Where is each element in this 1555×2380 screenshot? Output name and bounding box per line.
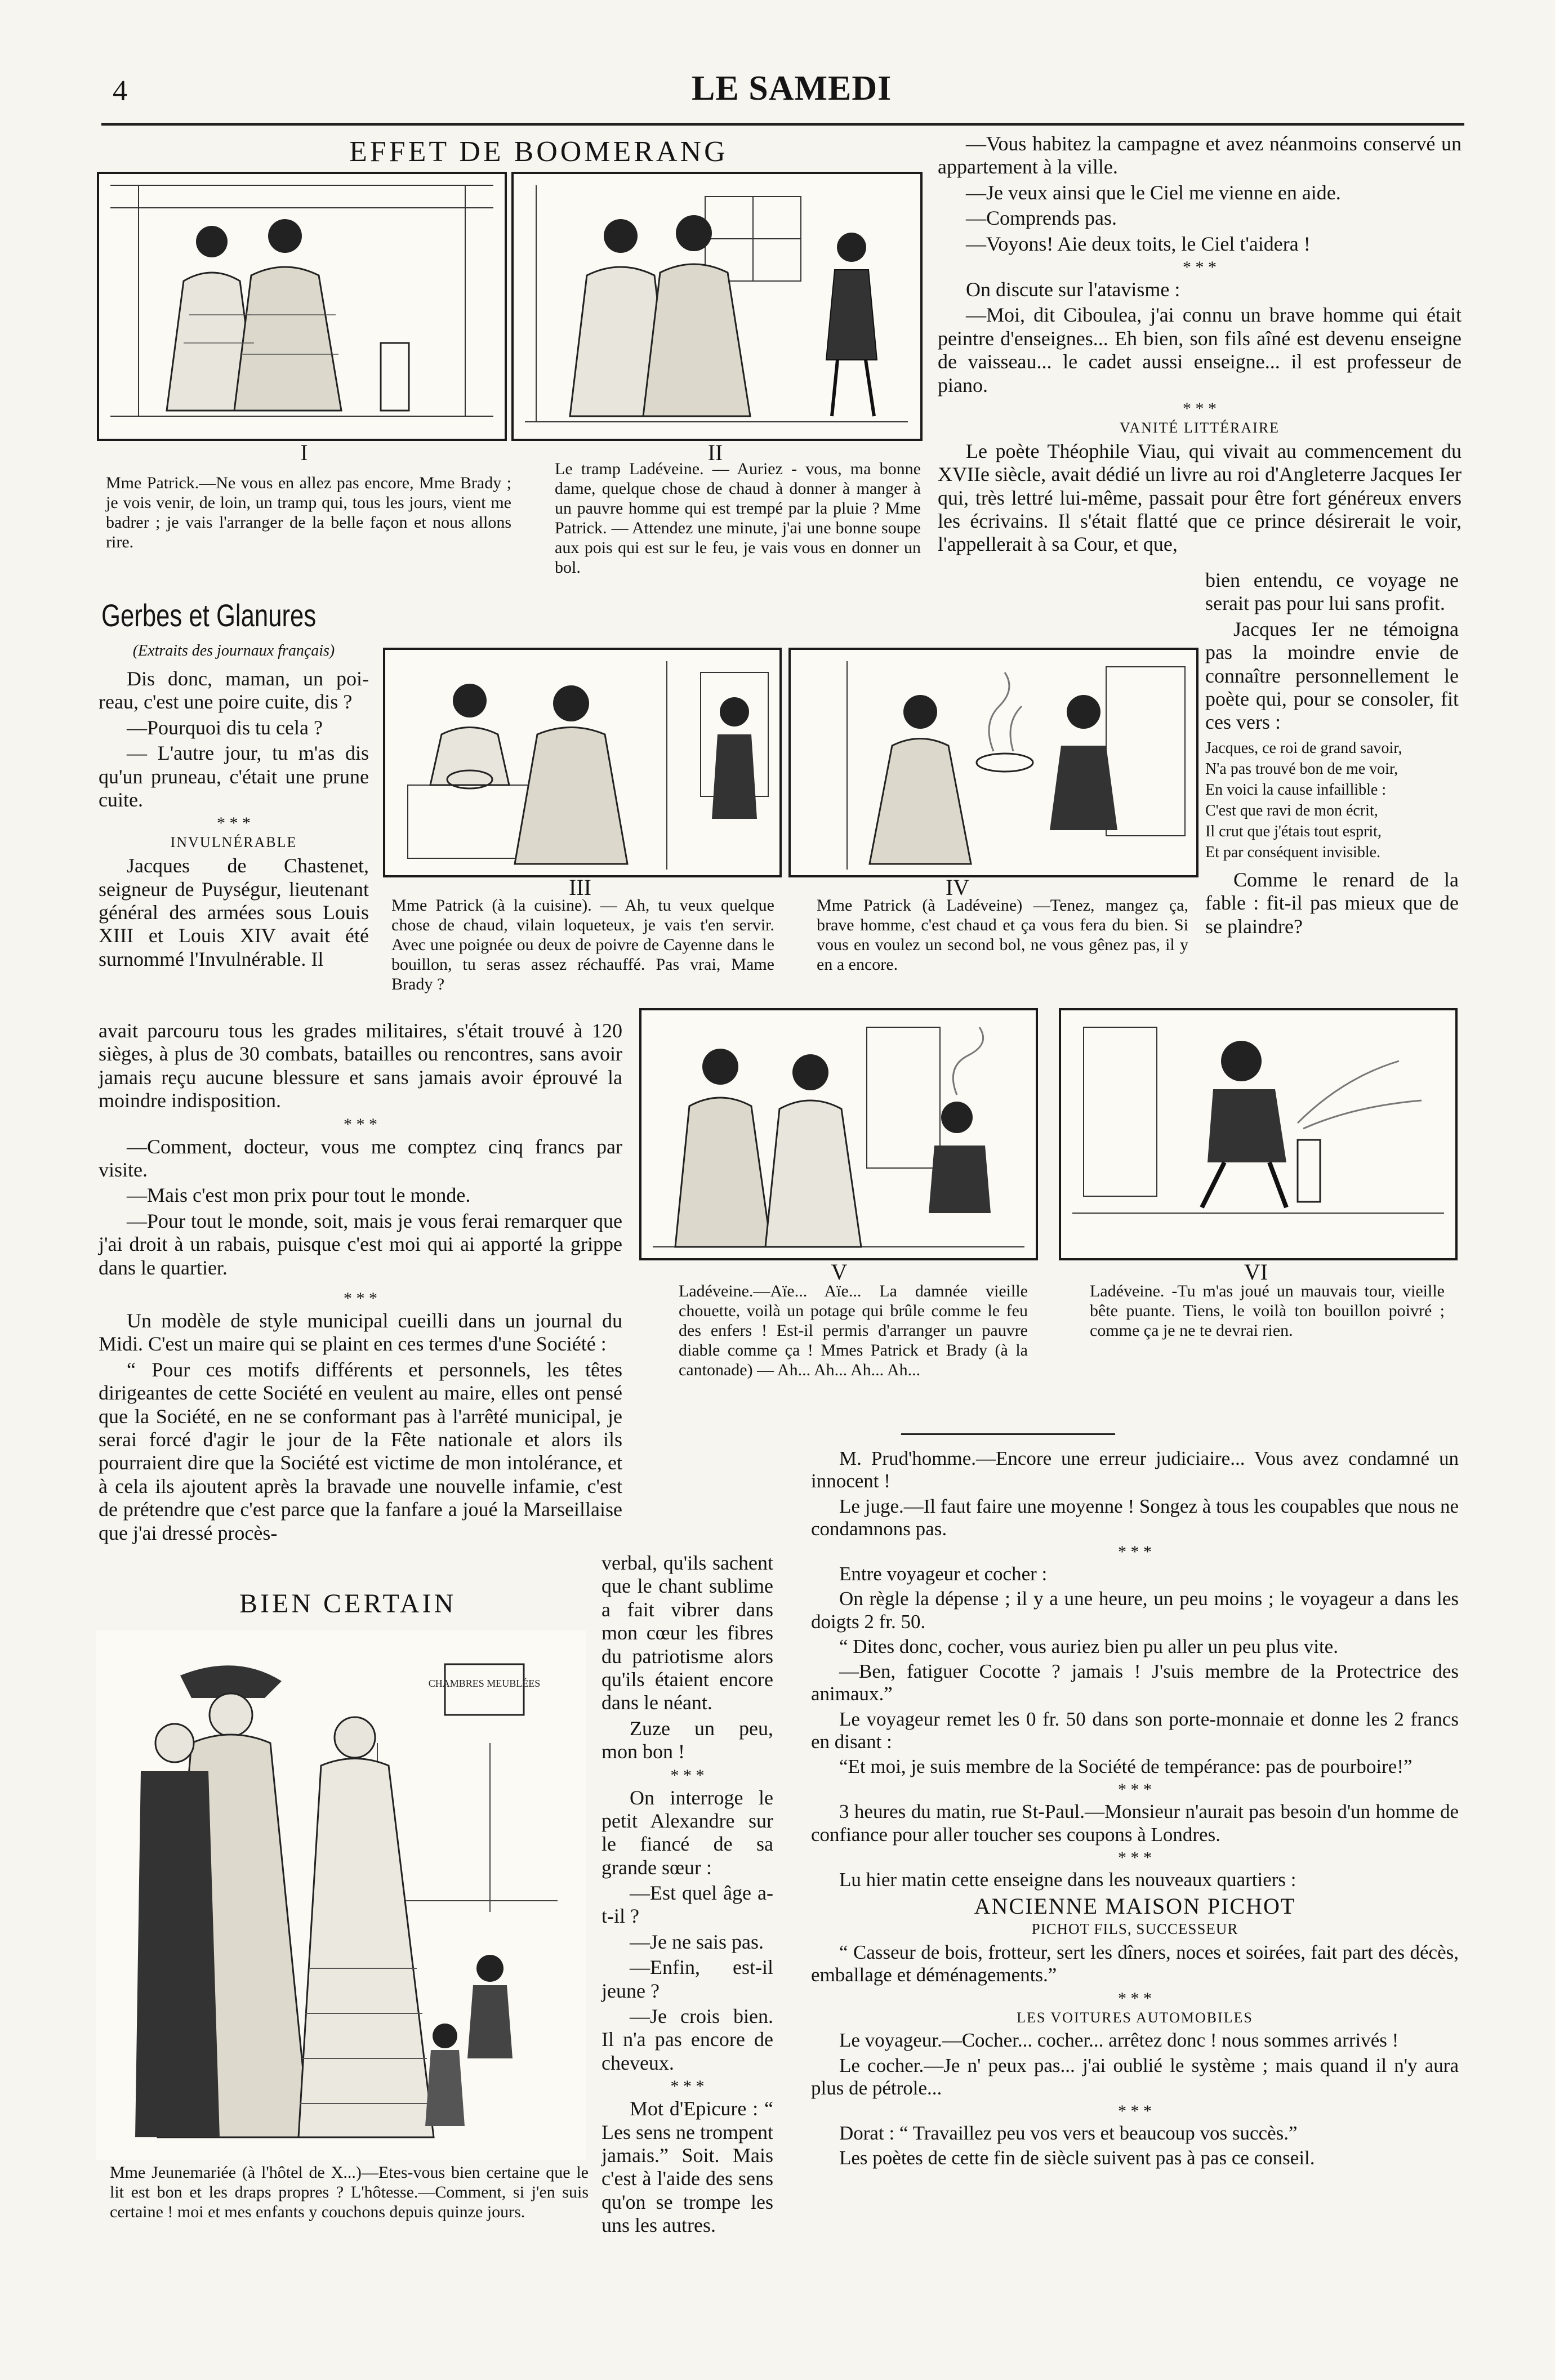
- enseigne-line-2: PICHOT FILS, SUCCESSEUR: [1031, 1920, 1238, 1937]
- panel-2-illustration: [514, 174, 920, 439]
- verse-line: En voici la cause infaillible :: [1205, 781, 1387, 799]
- cocher-1: Entre voyageur et cocher :: [839, 1563, 1048, 1585]
- panel-1-illustration: [99, 174, 505, 439]
- separator-stars: * * *: [1183, 399, 1217, 418]
- separator-stars: * * *: [1118, 2102, 1152, 2121]
- right-column-top: [938, 132, 1462, 559]
- doctor-line-2: —Mais c'est mon prix pour tout le monde.: [127, 1184, 471, 1207]
- right-para-3: —Comprends pas.: [966, 207, 1117, 230]
- comic-title: EFFET DE BOOMERANG: [349, 136, 728, 168]
- journal-title: LE SAMEDI: [692, 69, 892, 108]
- style-signoff: Zuze un peu, mon bon !: [601, 1717, 773, 1763]
- right-para-5: On discute sur l'atavisme :: [966, 278, 1180, 301]
- separator-stars: * * *: [1118, 1989, 1152, 2008]
- vanite-heading: VANITÉ LITTÉRAIRE: [1119, 419, 1280, 436]
- doctor-line-1: —Comment, docteur, vous me comptez cinq francs par visite.: [99, 1135, 622, 1181]
- panel-3-caption: Mme Patrick (à la cuisine). — Ah, tu veux quelque chose de chaud, vilain loqueteux, je vais t'en servir. Avec une poignée ou deux de poivre de Cayenne dans le bouillon, tu seras assez réchauffé. Pas vrai, Mame Brady ?: [391, 896, 774, 994]
- automobiles-1: Le voyageur.—Cocher... cocher... arrêtez donc ! nous sommes arrivés !: [839, 2029, 1399, 2052]
- right-column-narrow: [1205, 569, 1459, 941]
- separator-stars: * * *: [1118, 1848, 1152, 1867]
- gerbes-subtitle: (Extraits des journaux français): [132, 642, 335, 659]
- panel-2-caption: Le tramp Ladéveine. — Auriez - vous, ma bonne dame, quelque chose de chaud à donner à manger à un pauvre homme qui est trempé par la pluie ? Mme Patrick. — Attendez une minute, j'ai une bonne soupe aux pois qui est sur le feu, je vais vous en donner un bol.: [555, 460, 921, 577]
- jacques-text: Jacques Ier ne témoigna pas la moindre envie de connaître personnellement le poète qui, pour se consoler, fit ces vers :: [1205, 617, 1459, 734]
- cocher-3: “ Dites donc, cocher, vous auriez bien pu aller un peu plus vite.: [839, 1635, 1338, 1657]
- comic-panel-2: [511, 172, 923, 441]
- verse-line: Et par conséquent invisible.: [1205, 843, 1381, 861]
- cocher-5: Le voyageur remet les 0 fr. 50 dans son porte-monnaie et donne les 2 francs en disant :: [811, 1708, 1459, 1753]
- enseigne-text: “ Casseur de bois, frotteur, sert les dîners, noces et soirées, fait part des décès, emballage et déménagements.”: [811, 1941, 1459, 1986]
- verse-line: C'est que ravi de mon écrit,: [1205, 801, 1378, 819]
- gerbes-column-top: [99, 667, 369, 973]
- automobiles-heading: LES VOITURES AUTOMOBILES: [1017, 2009, 1253, 2026]
- gerbes-title: Gerbes et Glanures: [101, 598, 317, 633]
- panel-3-numeral: III: [569, 875, 591, 900]
- panel-3-illustration: [385, 650, 779, 875]
- panel-4-numeral: IV: [945, 875, 970, 900]
- style-quote: “ Pour ces motifs différents et personnels, les têtes dirigeantes de cette Société en veulent au maire, elles ont pensé que la Société, en ne se conformant pas à l'arrêté municipal, je serai forcé d'agir le jour de la Fête nationale et alors ils pourraient dire que la Société est victime de mon intolérance, et à cela ils ajoutent après la bravade une nouvelle infamie, c'est de prétendre que c'est parce que la fanfare a joué la Marseillaise que j'ai dressé procès-: [99, 1358, 622, 1544]
- page-number: 4: [113, 75, 127, 107]
- panel-5-caption: Ladéveine.—Aïe... Aïe... La damnée vieille chouette, voilà un potage qui brûle comme le feu des enfers ! Est-il permis d'arranger un pauvre diable comme ça ! Mmes Patrick et Brady (à la cantonade) — Ah... Ah... Ah... Ah...: [679, 1282, 1028, 1380]
- dorat-2: Les poètes de cette fin de siècle suivent pas à pas ce conseil.: [839, 2147, 1315, 2169]
- panel-1-numeral: I: [300, 440, 308, 465]
- separator-stars: * * *: [670, 2077, 705, 2096]
- municipal-style-text: [99, 1287, 622, 1547]
- vanite-text: Le poète Théophile Viau, qui vivait au commencement du XVIIe siècle, avait dédié un livre au roi d'Angleterre Jacques Ier qui, très lettré lui-même, passait pour être fort généreux envers les écrivains. Il s'était flatté que ce prince désirerait le voir, l'appellerait à sa Cour, et que,: [938, 439, 1462, 556]
- separator-stars: * * *: [217, 814, 251, 833]
- alexandre-1: On interroge le petit Alexandre sur le fiancé de sa grande sœur :: [601, 1786, 773, 1879]
- alexandre-2: —Est quel âge a-t-il ?: [601, 1882, 773, 1928]
- gerbes-para-2: —Pourquoi dis tu cela ?: [127, 716, 323, 739]
- invulnerable-text-rest: avait parcouru tous les grades militaires, s'était trouvé à 120 sièges, à plus de 30 combats, batailles ou rencontres, sans avoir jamais reçu aucune blessure et sans jamais avoir éprouvé la moindre indisposition.: [99, 1019, 622, 1112]
- bottom-right-column: [811, 1447, 1459, 2172]
- right-para-1: —Vous habitez la campagne et avez néanmoins conservé un appartement à la ville.: [938, 132, 1462, 179]
- alexandre-5: —Je crois bien. Il n'a pas encore de cheveux.: [601, 2005, 773, 2074]
- vanite-text-end: bien entendu, ce voyage ne serait pas pour lui sans profit.: [1205, 569, 1459, 615]
- panel-2-numeral: II: [707, 440, 723, 465]
- panel-5-illustration: [641, 1010, 1036, 1258]
- invulnerable-text-start: Jacques de Chastenet, seigneur de Puységur, lieutenant général des armées sous Louis XIII et Louis XIV avait été surnommé l'Invulnérable. Il: [99, 854, 369, 970]
- separator-stars: * * *: [1118, 1543, 1152, 1561]
- cocher-6: “Et moi, je suis membre de la Société de tempérance: pas de pourboire!”: [839, 1755, 1413, 1777]
- doctor-line-3: —Pour tout le monde, soit, mais je vous ferai remarquer que j'ai droit à un rabais, puisque c'est moi qui ai apporté la grippe dans le quartier.: [99, 1209, 622, 1279]
- dorat-1: Dorat : “ Travaillez peu vos vers et beaucoup vos succès.”: [839, 2122, 1298, 2145]
- panel-5-numeral: V: [831, 1259, 848, 1285]
- renard-text: Comme le renard de la fable : fit-il pas mieux que de se plaindre?: [1205, 868, 1459, 938]
- panel-6-numeral: VI: [1244, 1259, 1268, 1285]
- separator-stars: * * *: [1118, 1780, 1152, 1799]
- alexandre-3: —Je ne sais pas.: [630, 1930, 764, 1953]
- juge-text: Le juge.—Il faut faire une moyenne ! Songez à tous les coupables que nous ne condamnons pas.: [811, 1495, 1459, 1540]
- style-intro: Un modèle de style municipal cueilli dans un journal du Midi. C'est un maire qui se plaint en ces termes d'une Société :: [99, 1309, 622, 1356]
- verse-line: N'a pas trouvé bon de me voir,: [1205, 760, 1398, 778]
- gerbes-para-3: — L'autre jour, tu m'as dis qu'un pruneau, c'était une prune cuite.: [99, 742, 369, 811]
- invulnerable-heading: INVULNÉRABLE: [170, 834, 297, 851]
- panel-1-caption: Mme Patrick.—Ne vous en allez pas encore, Mme Brady ; je vois venir, de loin, un tramp qui, tous les jours, vient me badrer ; je vais l'arranger de la belle façon et nous allons rire.: [106, 474, 511, 552]
- alexandre-4: —Enfin, est-il jeune ?: [601, 1956, 773, 2002]
- bien-certain-illustration: [96, 1630, 586, 2160]
- bien-certain-caption: Mme Jeunemariée (à l'hôtel de X...)—Etes-vous bien certaine que le lit est bon et les draps propres ? L'hôtesse.—Comment, si j'en suis certaine ! moi et mes enfants y couchons depuis quinze jours.: [110, 2163, 589, 2222]
- epicure-text: Mot d'Epicure : “ Les sens ne trompent jamais.” Soit. Mais c'est à l'aide des sens qu'on se trompe les uns les autres.: [601, 2097, 773, 2237]
- comic-panel-5: [639, 1008, 1038, 1260]
- verse-line: Jacques, ce roi de grand savoir,: [1205, 739, 1402, 757]
- right-para-6: —Moi, dit Ciboulea, j'ai connu un brave homme qui était peintre d'enseignes... Eh bien, son fils aîné est devenu enseigne de vaisseau... le cadet aussi enseigne... il est professeur de piano.: [938, 304, 1462, 396]
- bien-certain-title: BIEN CERTAIN: [239, 1589, 457, 1619]
- comic-panel-4: [788, 648, 1198, 877]
- panel-4-caption: Mme Patrick (à Ladéveine) —Tenez, mangez ça, brave homme, c'est chaud et ça vous fera du bien. Si vous en voulez un second bol, ne vous gênez pas, il y en a encore.: [817, 896, 1188, 974]
- cocher-2: On règle la dépense ; il y a une heure, un peu moins ; le voyageur a dans les doigts 2 fr. 50.: [811, 1588, 1459, 1633]
- verse-line: Il crut que j'étais tout esprit,: [1205, 822, 1382, 840]
- style-quote-end: verbal, qu'ils sachent que le chant sublime a fait vibrer dans mon cœur les fibres du patriotisme alors qu'ils étaient encore dans le néant.: [601, 1552, 773, 1714]
- verse-block: [1205, 739, 1459, 862]
- automobiles-2: Le cocher.—Je n' peux pas... j'ai oublié le système ; mais quand il n'y aura plus de pétrole...: [811, 2054, 1459, 2099]
- gerbes-para-1: Dis donc, maman, un poi-reau, c'est une poire cuite, dis ?: [99, 667, 369, 714]
- prudhomme-text: M. Prud'homme.—Encore une erreur judiciaire... Vous avez condamné un innocent !: [811, 1447, 1459, 1492]
- enseigne-line-1: ANCIENNE MAISON PICHOT: [974, 1893, 1296, 1919]
- cocher-4: —Ben, fatiguer Cocotte ? jamais ! J'suis membre de la Protectrice des animaux.”: [811, 1660, 1459, 1705]
- separator-stars: * * *: [344, 1115, 377, 1134]
- header-rule: [101, 123, 1464, 126]
- middle-narrow-column: [601, 1552, 773, 2240]
- comic-panel-1: [97, 172, 507, 441]
- panel-6-caption: Ladéveine. -Tu m'as joué un mauvais tour, vieille bête puante. Tiens, le voilà ton bouillon poivré ; comme ça je ne te devrai rien.: [1090, 1282, 1445, 1340]
- panel-4-illustration: [791, 650, 1196, 875]
- sign-text-illustration: CHAMBRES MEUBLÉES: [428, 1678, 541, 1689]
- right-para-4: —Voyons! Aie deux toits, le Ciel t'aidera !: [966, 232, 1311, 255]
- comic-panel-6: [1059, 1008, 1458, 1260]
- section-divider: [901, 1433, 1115, 1435]
- enseigne-intro: Lu hier matin cette enseigne dans les nouveaux quartiers :: [839, 1868, 1296, 1891]
- separator-stars: * * *: [344, 1289, 377, 1308]
- panel-6-illustration: [1061, 1010, 1455, 1258]
- separator-stars: * * *: [670, 1766, 705, 1785]
- gerbes-column-wide: [99, 1019, 622, 1282]
- st-paul-text: 3 heures du matin, rue St-Paul.—Monsieur n'aurait pas besoin d'un homme de confiance pour aller toucher ses coupons à Londres.: [811, 1800, 1459, 1846]
- comic-panel-3: [383, 648, 782, 877]
- right-para-2: —Je veux ainsi que le Ciel me vienne en aide.: [966, 181, 1341, 204]
- separator-stars: * * *: [1183, 257, 1217, 277]
